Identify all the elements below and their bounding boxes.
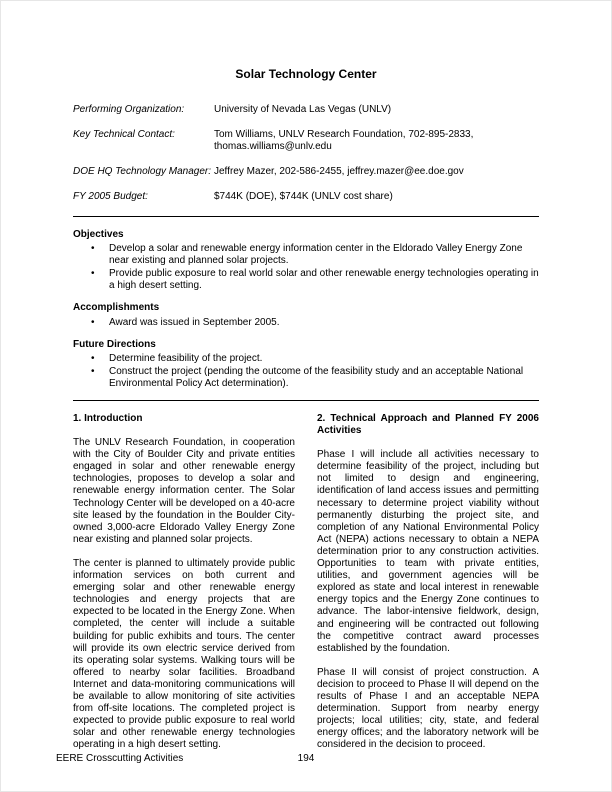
column-heading: 1. Introduction [73,413,143,425]
section-objectives [73,229,539,292]
footer-label: EERE Crosscutting Activities [56,752,184,764]
bullet-item: • Determine feasibility of the project. [91,353,539,365]
bullet-item: • Develop a solar and renewable energy information center in the Eldorado Valley Energy Zone near existing and planned solar projects. [91,243,539,267]
column-technical-approach [317,413,539,763]
metadata-row [73,191,539,203]
metadata-row [73,166,539,178]
metadata-label: Key Technical Contact: [73,128,175,140]
bullet-item: • Award was issued in September 2005. [91,317,539,329]
metadata-row [73,104,539,116]
section-heading: Accomplishments [73,302,160,314]
section-divider [73,216,539,217]
metadata-table [73,104,539,203]
section-divider [73,400,539,401]
body-paragraph: Phase I will include all activities necessary to determine feasibility of the project, including but not limited to design and engineering, identification of land access issues and permitting necessary to determine project viability without permanently disturbing the project site, and completion of any National Environmental Policy Act (NEPA) actions necessary to obtain a NEPA determination prior to any construction activities. Opportunities to team with private entities, utilities, and government agencies will be explored as state and local interest in renewable energy topics and the Energy Zone continues to advance. The labor-intensive fieldwork, design, and engineering will be contracted out following the competitive contract award processes established by the foundation. [317,449,539,654]
two-column-body [73,413,539,763]
footer-page-number: 194 [297,752,315,764]
body-paragraph: Phase II will consist of project construction. A decision to proceed to Phase II will depend on the results of Phase I and an acceptable NEPA determination. Support from nearby energy projects; local utilities; city, state, and federal energy offices; and the laboratory network will be considered in the decision to proceed. [317,666,539,751]
bullet-item: • Provide public exposure to real world solar and other renewable energy technologies operating in a high desert setting. [91,268,539,292]
bullet-item: • Construct the project (pending the outcome of the feasibility study and an acceptable National Environmental Policy Act determination). [91,366,539,390]
metadata-label: FY 2005 Budget: [73,190,148,202]
metadata-value: $744K (DOE), $744K (UNLV cost share) [214,190,393,202]
bullet-list [73,353,539,390]
bullet-list [73,317,539,329]
page-title: Solar Technology Center [235,67,377,81]
bullet-list [73,243,539,292]
column-heading: 2. Technical Approach and Planned FY 2006 Activities [317,413,539,437]
section-heading: Objectives [73,228,124,240]
metadata-value: University of Nevada Las Vegas (UNLV) [214,103,392,115]
metadata-label: Performing Organization: [73,103,185,115]
section-accomplishments [73,302,539,328]
body-paragraph: The center is planned to ultimately provide public information services on both current and emerging solar and other renewable energy technologies and energy projects that are expected to be located in the Energy Zone. When completed, the center will include a suitable building for public exhibits and tours. The center will provide its own electric service derived from its operating solar systems. Walking tours will be offered to nearby solar facilities. Broadband Internet and data-monitoring communications will be available to allow monitoring of site activities from off-site locations. The completed project is expected to provide public exposure to real world solar and other renewable energy technologies operating in a high desert setting. [73,557,295,751]
column-introduction [73,413,295,763]
body-paragraph: The UNLV Research Foundation, in cooperation with the City of Boulder City and private entities engaged in solar and other renewable energy technologies, proposes to develop a solar and renewable energy information center. The Solar Technology Center will be developed on a 40-acre site leased by the foundation in the Boulder City-owned 3,000-acre Eldorado Valley Energy Zone near existing and planned solar projects. [73,437,295,545]
section-heading: Future Directions [73,338,156,350]
metadata-value: Jeffrey Mazer, 202-586-2455, jeffrey.mazer@ee.doe.gov [214,165,464,177]
page-footer [1,753,611,765]
metadata-row [73,129,539,153]
section-future-directions [73,339,539,390]
page-content [73,67,539,763]
metadata-value: Tom Williams, UNLV Research Foundation, 702-895-2833, thomas.williams@unlv.edu [214,128,474,152]
metadata-label: DOE HQ Technology Manager: [73,165,212,177]
